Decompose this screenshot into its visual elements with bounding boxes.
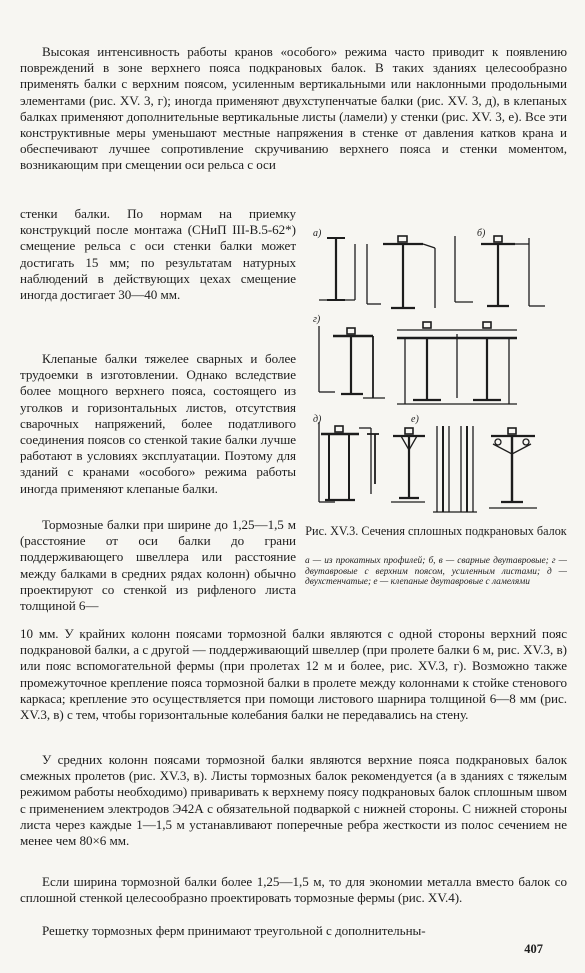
section-a-rolled	[319, 238, 355, 300]
paragraph-2: стенки балки. По нормам на приемку конструкций после монтажа (СНиП III-В.5-62*) смещение рельса с оси стенки балки может достигать 15 мм; по результатам натурных наблюдений в действующих цехах смещение иногда достигает 30—40 мм.	[20, 206, 296, 303]
section-g-middle	[397, 322, 517, 404]
section-e-riveted	[391, 428, 425, 502]
paragraph-4: Тормозные балки при ширине до 1,25—1,5 м (расстояние от оси балки до грани поддерживающего швеллера или расстояние между балками в средних рядах колонн) обычно проектируют со стенкой из рифленого листа толщиной 6—	[20, 517, 296, 614]
section-e-lamella	[489, 428, 537, 508]
label-b: б)	[477, 228, 486, 239]
figure-crane-beam-sections	[305, 222, 567, 522]
label-e: е)	[411, 414, 419, 425]
page-number: 407	[524, 942, 543, 956]
paragraph-5: 10 мм. У крайних колонн поясами тормозной балки являются с одной стороны верхний пояс подкрановой балки, а с другой — поддерживающий швеллер (при пролете балки 6 м, рис. XV.3, в) или пояс вспомогательной фермы (при пролетах 12 м и более, рис. XV.3, г). Возможно также промежуточное крепление пояса тормозной балки в пролете между колоннами к стойке стенового каркаса; крепление это осуществляется при помощи листового шарнира толщиной 6—8 мм (рис. XV.3, в) с тем, чтобы горизонтальные колебания балки не передавались на стену.	[20, 626, 567, 723]
section-v-welded	[367, 236, 435, 308]
label-g: г)	[313, 314, 321, 325]
section-d-double-wall	[319, 422, 379, 502]
figure-caption-legend: а — из прокатных профилей; б, в — сварные двутавровые; г — двутавровые с верхним поясом, усиленным листами; д — двухстенчатые; е — клепаные двутавровые с ламелями	[305, 556, 567, 588]
paragraph-3: Клепаные балки тяжелее сварных и более трудоемки в изготовлении. Однако вследствие более мощного верхнего пояса, состоящего из уголков и горизонтальных листов, отсутствия сварочных напряжений, более податливого соединения поясов со стенкой такие балки лучше работают в условиях эксплуатации. Поэтому для зданий с кранами «особого» режима работы иногда применяют клепаные балки.	[20, 351, 296, 496]
figure-caption-title: Рис. XV.3. Сечения сплошных подкрановых балок	[305, 524, 567, 538]
section-b-welded	[455, 236, 545, 306]
paragraph-7: Если ширина тормозной балки более 1,25—1,5 м, то для экономии металла вместо балок со сплошной стенкой целесообразно проектировать тормозные фермы (рис. XV.4).	[20, 874, 567, 906]
paragraph-6: У средних колонн поясами тормозной балки являются верхние пояса подкрановых балок смежных пролетов (рис. XV.3, в). Листы тормозных балок рекомендуется (а в зданиях с тяжелым режимом работы необходимо) приваривать к верхнему поясу подкрановых балок сплошным швом с применением электродов Э42А с обязательной подваркой с нижней стороны. С нижней стороны листа через каждые 1—1,5 м устанавливают поперечные ребра жесткости из полос сечением не менее чем 80×6 мм.	[20, 752, 567, 849]
section-g-reinforced	[319, 326, 385, 398]
label-a: а)	[313, 228, 322, 239]
section-columns	[433, 426, 477, 512]
label-d: д)	[313, 414, 322, 425]
paragraph-8: Решетку тормозных ферм принимают треугольной с дополнительны-	[42, 923, 426, 938]
beam-sections-drawing	[305, 222, 567, 522]
paragraph-1: Высокая интенсивность работы кранов «особого» режима часто приводит к появлению повреждений в зоне верхнего пояса подкрановых балок. В таких зданиях целесообразно применять балки с верхним поясом, усиленным вертикальными или наклонными продольными элементами (рис. XV. 3, г); иногда применяют двухступенчатые балки (рис. XV. 3, д), в клепаных балках применяют дополнительные вертикальные листы (ламели) у стенки (рис. XV. 3, е). Все эти конструктивные меры уменьшают местные напряжения в стенке от давления катков крана и обеспечивают лучшее сопротивление скручиванию верхнего пояса и стенки моментом, возникающим при смещении оси рельса с оси	[20, 44, 567, 173]
